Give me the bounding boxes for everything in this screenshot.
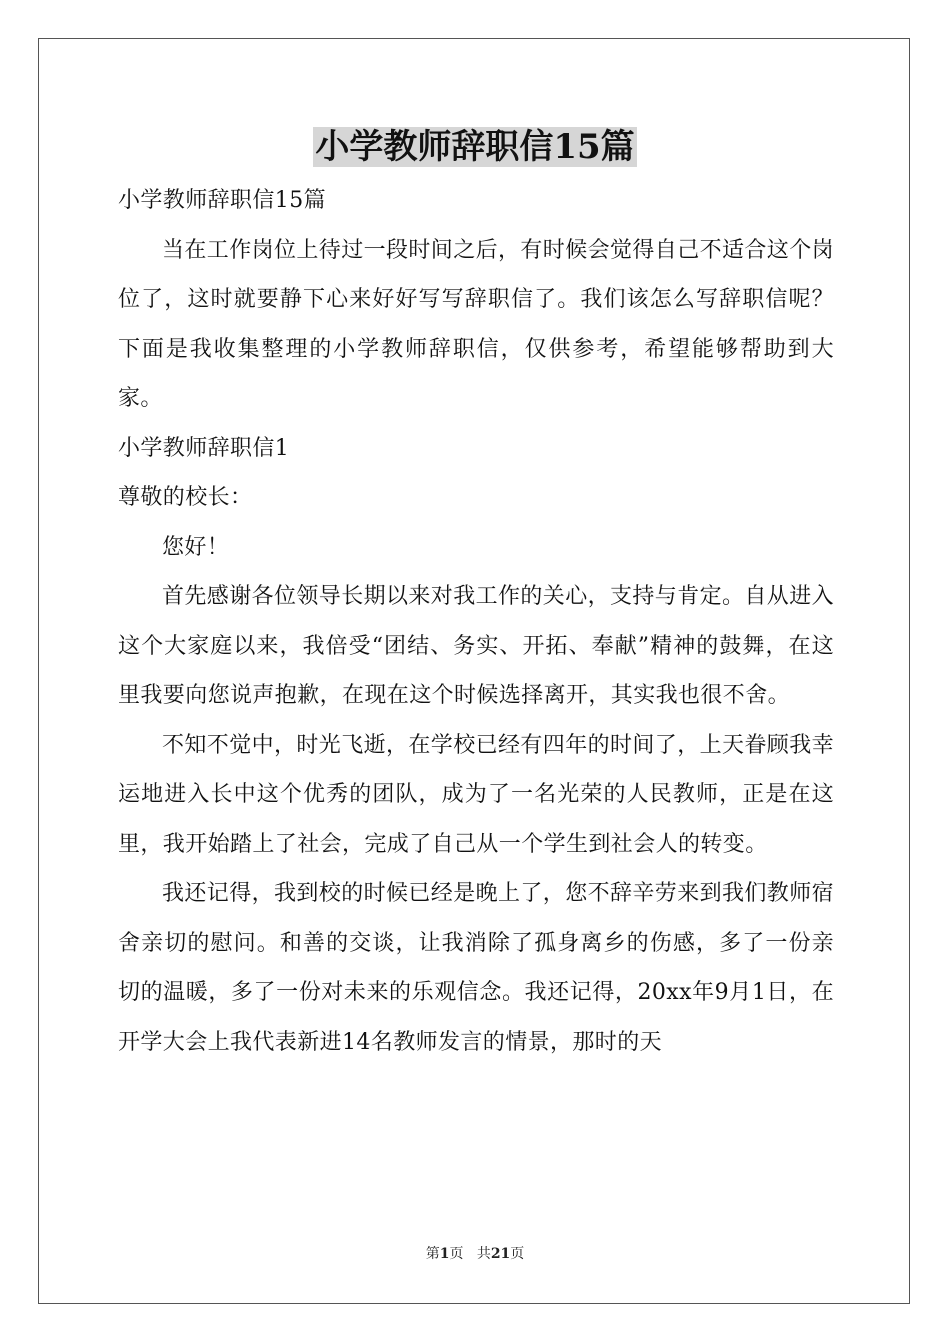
footer-prefix: 第 (425, 1246, 440, 1262)
footer-total-prefix: 共 (476, 1246, 491, 1262)
footer-page-suffix: 页 (449, 1246, 464, 1262)
document-title (0, 124, 950, 170)
paragraph: 您好！ (162, 534, 230, 560)
footer-page-number: 1 (439, 1246, 450, 1262)
paragraph: 当在工作岗位上待过一段时间之后，有时候会觉得自己不适合这个岗位了，这时就要静下心来好好写写辞职信了。我们该怎么写辞职信呢？下面是我收集整理的小学教师辞职信，仅供参考，希望能够帮助到大家。 (118, 237, 835, 411)
paragraph: 首先感谢各位领导长期以来对我工作的关心，支持与肯定。自从进入这个大家庭以来，我倍受“团结、务实、开拓、奉献”精神的鼓舞，在这里我要向您说声抱歉，在现在这个时候选择离开，其实我也很不舍。 (118, 584, 835, 708)
page-footer (0, 1244, 950, 1264)
document-body (118, 176, 834, 1067)
document-title-text: 小学教师辞职信15篇 (315, 127, 635, 167)
paragraph: 小学教师辞职信1 (118, 435, 290, 461)
footer-total-suffix: 页 (510, 1246, 525, 1262)
paragraph: 尊敬的校长： (118, 485, 253, 510)
footer-total-pages: 21 (490, 1246, 511, 1262)
paragraph: 小学教师辞职信15篇 (118, 188, 326, 213)
paragraph: 我还记得，我到校的时候已经是晚上了，您不辞辛劳来到我们教师宿舍亲切的慰问。和善的交谈，让我消除了孤身离乡的伤感，多了一份亲切的温暖，多了一份对未来的乐观信念。我还记得，20xx年9月1日，在开学大会上我代表新进14名教师发言的情景，那时的天 (118, 881, 835, 1055)
paragraph: 不知不觉中，时光飞逝，在学校已经有四年的时间了，上天眷顾我幸运地进入长中这个优秀的团队，成为了一名光荣的人民教师，正是在这里，我开始踏上了社会，完成了自己从一个学生到社会人的转变。 (118, 732, 835, 857)
